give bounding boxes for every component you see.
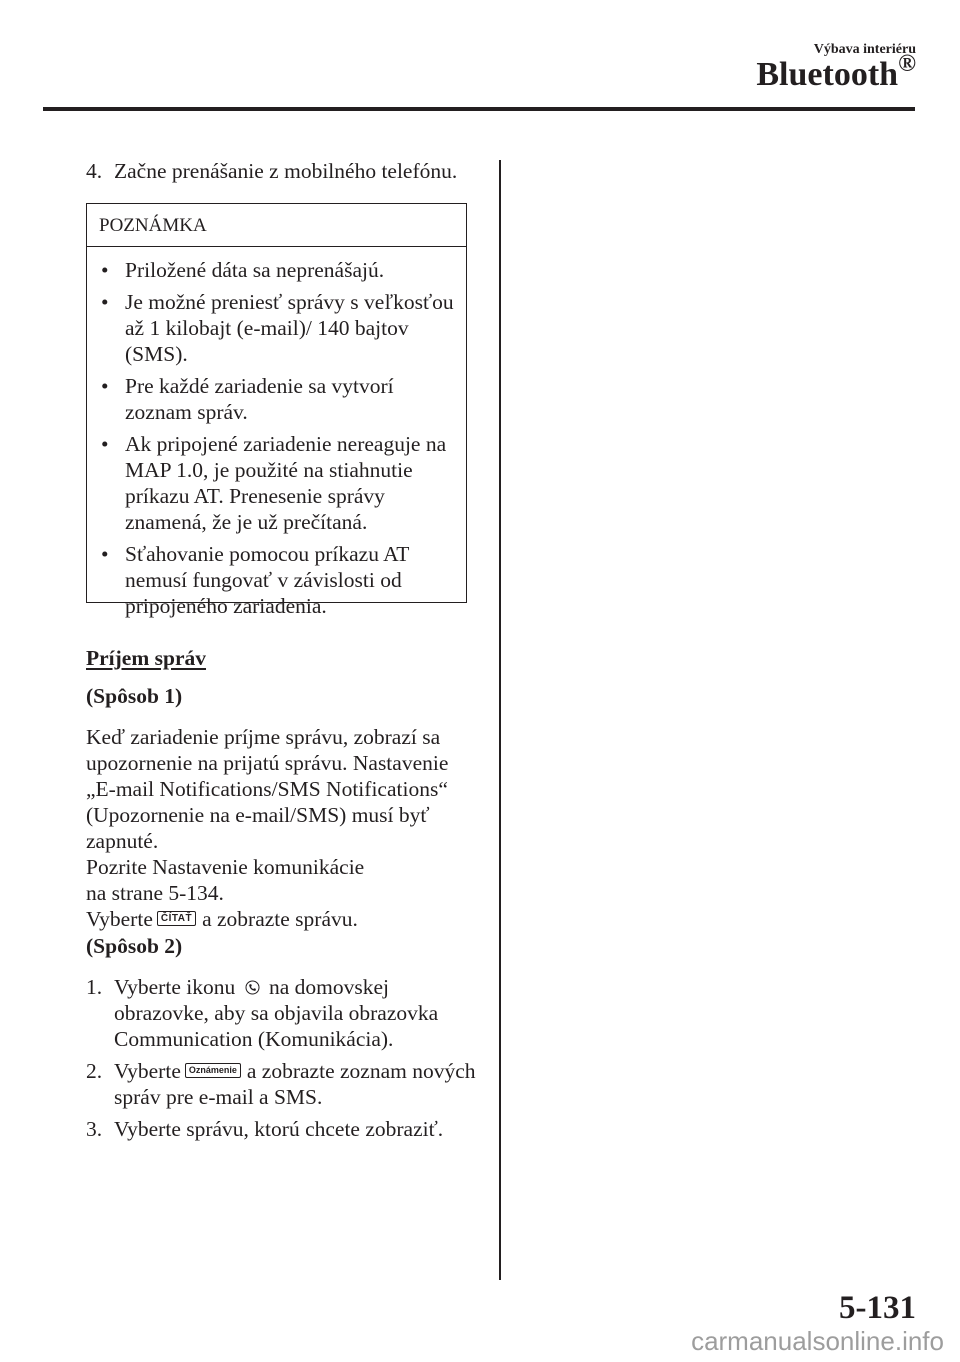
note-item — [101, 373, 456, 425]
step-text-pre: Vyberte — [114, 1059, 181, 1083]
notifications-button: Oznámenie — [185, 1063, 241, 1078]
step-number: 2. — [86, 1059, 103, 1083]
bullet-icon: • — [101, 290, 109, 314]
step-number: 1. — [86, 975, 103, 999]
method-2-step-3 — [86, 1116, 476, 1142]
method-2-step-2 — [86, 1058, 476, 1110]
method-2-steps — [86, 974, 476, 1142]
method-2-step-1 — [86, 974, 476, 1052]
page-title-text: Bluetooth — [756, 56, 899, 93]
note-item-text: Pre každé zariadenie sa vytvorí zoznam správ. — [125, 374, 394, 424]
bullet-icon: • — [101, 374, 109, 398]
section-title: Príjem správ — [86, 646, 207, 670]
step-text-pre: Vyberte ikonu — [114, 975, 236, 999]
bullet-icon: • — [101, 432, 109, 456]
reference-line-2: na strane 5-134. — [86, 881, 224, 905]
column-divider — [499, 160, 501, 1280]
page-number: 5-131 — [839, 1290, 916, 1326]
method-1-body — [86, 724, 476, 932]
note-heading: POZNÁMKA — [87, 204, 466, 247]
select-read-line — [86, 906, 476, 932]
note-item — [101, 541, 456, 619]
method-1-paragraph: Keď zariadenie príjme správu, zobrazí sa upozornenie na prijatú správu. Nastavenie „E-mail Notifications/SMS Notifications“ (Upozornenie na e-mail/SMS) musí byť zapnuté. — [86, 725, 449, 853]
step-text-post: na domovskej obrazovke, aby sa objavila obrazovka Communication (Komunikácia). — [114, 975, 439, 1051]
read-button: ČÍTAŤ — [157, 911, 196, 926]
note-item-text: Ak pripojené zariadenie nereaguje na MAP 1.0, je použité na stiahnutie príkazu AT. Prenesenie správy znamená, že je už prečítaná. — [125, 432, 447, 534]
note-item — [101, 431, 456, 535]
step-text-post: a zobrazte zoznam nových správ pre e-mail a SMS. — [114, 1059, 476, 1109]
method-1-title: (Spôsob 1) — [86, 684, 183, 708]
note-item — [101, 257, 456, 283]
communication-icon — [245, 980, 260, 995]
step-text: Začne prenášanie z mobilného telefónu. — [114, 159, 458, 183]
bullet-icon: • — [101, 542, 109, 566]
page-title — [756, 51, 916, 94]
note-item — [101, 289, 456, 367]
note-item-text: Sťahovanie pomocou príkazu AT nemusí fungovať v závislosti od pripojeného zariadenia. — [125, 542, 410, 618]
header-rule — [43, 107, 915, 111]
note-box — [86, 203, 467, 618]
step-text: Vyberte správu, ktorú chcete zobraziť. — [114, 1117, 444, 1141]
note-item-text: Priložené dáta sa neprenášajú. — [125, 258, 385, 282]
note-item-text: Je možné preniesť správy s veľkosťou až 1 kilobajt (e-mail)/ 140 bajtov (SMS). — [125, 290, 454, 366]
watermark: carmanualsonline.info — [691, 1326, 944, 1356]
select-pre: Vyberte — [86, 907, 153, 931]
header-section: Výbava interiéru — [813, 42, 916, 57]
method-2-title: (Spôsob 2) — [86, 934, 183, 958]
step-number: 3. — [86, 1117, 103, 1141]
registered-mark: ® — [898, 51, 916, 77]
step-4 — [86, 158, 476, 184]
reference-line-1: Pozrite Nastavenie komunikácie — [86, 855, 365, 879]
step-number: 4. — [86, 159, 103, 183]
note-list — [87, 247, 466, 619]
select-post: a zobrazte správu. — [202, 907, 358, 931]
bullet-icon: • — [101, 258, 109, 282]
